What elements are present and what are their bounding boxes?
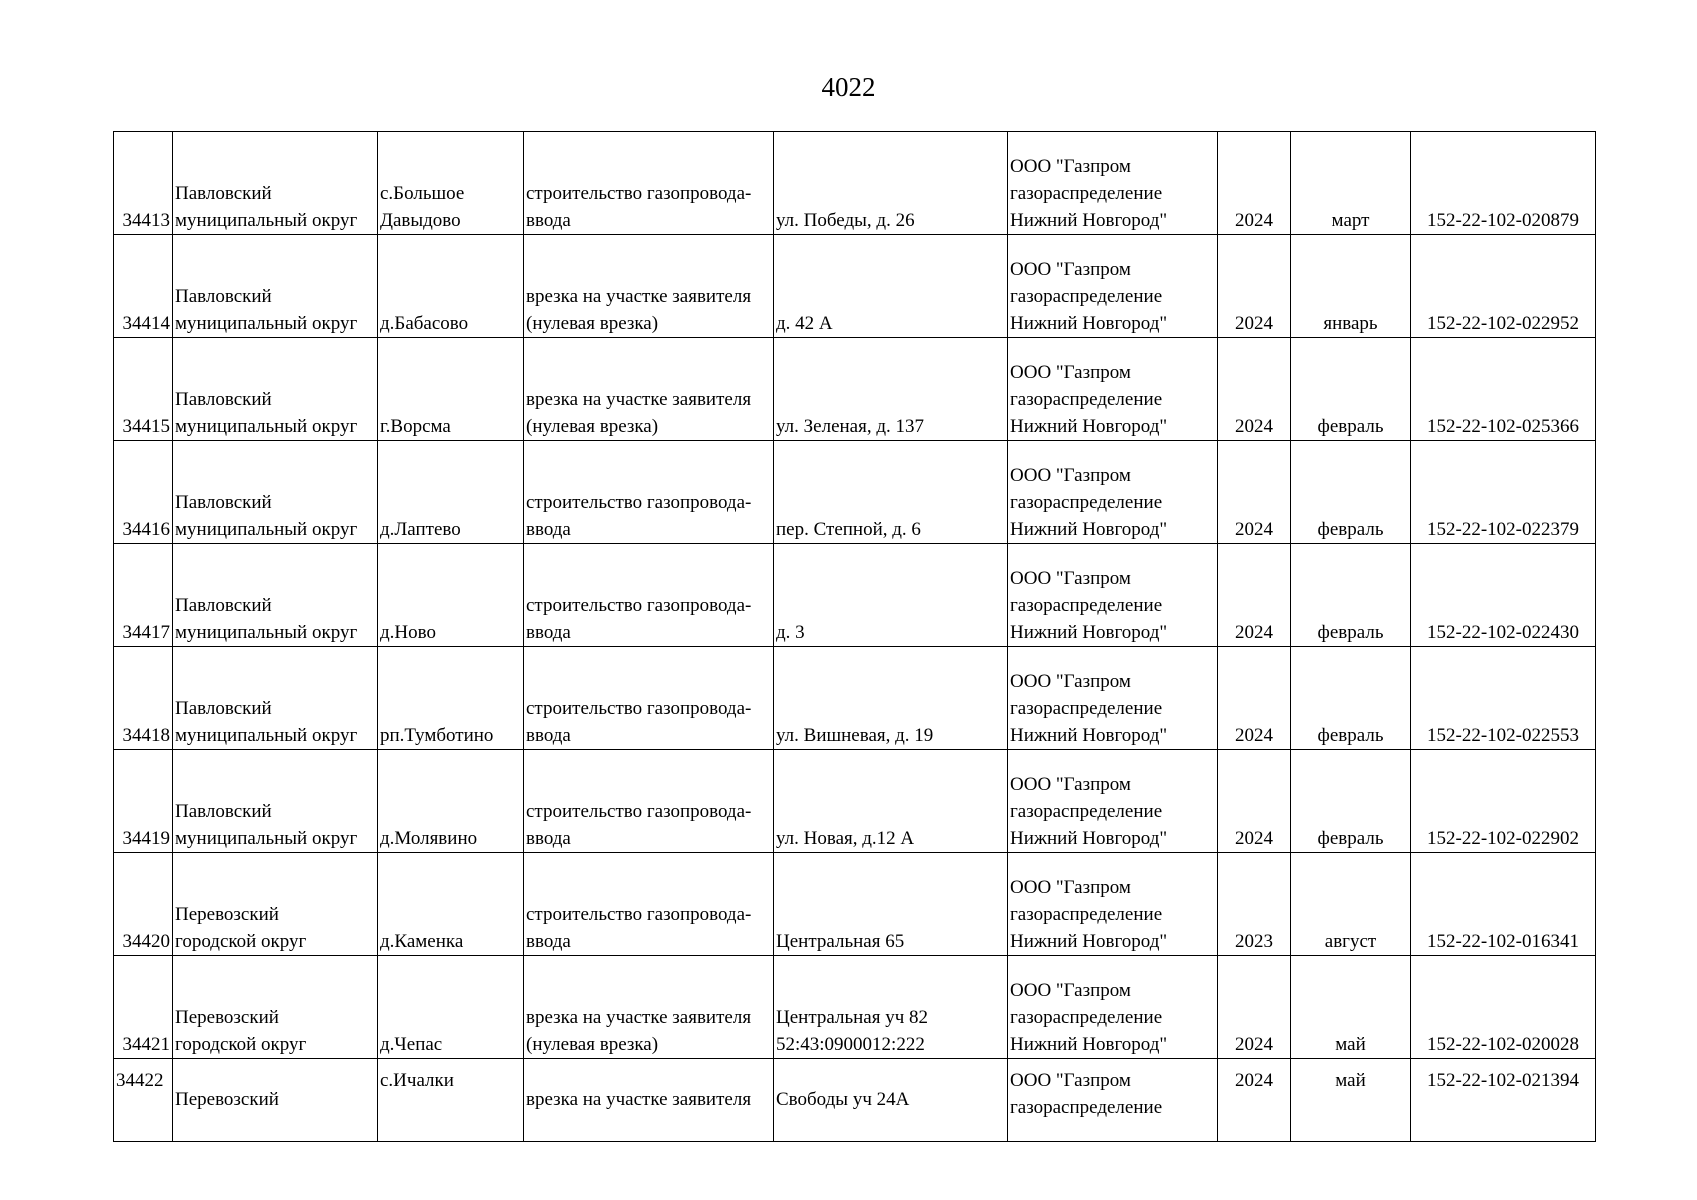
work-type-line: строительство газопровода- <box>526 904 752 925</box>
locality-line: д.Чепас <box>380 1034 443 1055</box>
work-type-line: ввода <box>526 622 571 643</box>
organization-line: ООО "Газпром <box>1010 259 1131 280</box>
work-type-line: ввода <box>526 828 571 849</box>
work-type-cell <box>524 235 774 338</box>
organization-cell <box>1008 647 1218 750</box>
work-type-line: (нулевая врезка) <box>526 416 659 437</box>
locality-line: рп.Тумботино <box>380 725 494 746</box>
organization-line: Нижний Новгород" <box>1010 519 1168 540</box>
work-type-cell <box>524 338 774 441</box>
address-line: д. 3 <box>776 622 805 643</box>
organization-cell <box>1008 235 1218 338</box>
table-row <box>114 956 1596 1059</box>
row-number-cell: 34422 <box>114 1059 173 1142</box>
work-type-line: строительство газопровода- <box>526 183 752 204</box>
address-cell <box>774 338 1008 441</box>
organization-cell <box>1008 853 1218 956</box>
year-cell: 2024 <box>1218 1059 1291 1142</box>
locality-cell <box>378 853 524 956</box>
district-cell <box>173 132 378 235</box>
locality-line: д.Бабасово <box>380 313 469 334</box>
year-cell: 2024 <box>1218 956 1291 1059</box>
locality-cell <box>378 956 524 1059</box>
organization-line: ООО "Газпром <box>1010 465 1131 486</box>
table-row <box>114 235 1596 338</box>
table-row <box>114 132 1596 235</box>
month-cell: май <box>1291 956 1411 1059</box>
district-cell <box>173 235 378 338</box>
work-type-cell <box>524 956 774 1059</box>
district-line: Павловский <box>175 492 272 513</box>
organization-line: Нижний Новгород" <box>1010 416 1168 437</box>
organization-line: газораспределение <box>1010 183 1163 204</box>
work-type-cell <box>524 132 774 235</box>
district-cell <box>173 853 378 956</box>
year-cell: 2024 <box>1218 750 1291 853</box>
organization-cell <box>1008 750 1218 853</box>
organization-line: газораспределение <box>1010 389 1163 410</box>
application-code-cell: 152-22-102-022553 <box>1411 647 1596 750</box>
locality-line: с.Ичалки <box>380 1070 454 1091</box>
address-cell <box>774 544 1008 647</box>
district-line: городской округ <box>175 931 307 952</box>
work-type-line: ввода <box>526 725 571 746</box>
table-row <box>114 544 1596 647</box>
locality-line: д.Ново <box>380 622 436 643</box>
row-number-cell: 34418 <box>114 647 173 750</box>
address-line: ул. Новая, д.12 А <box>776 828 915 849</box>
district-line: муниципальный округ <box>175 725 358 746</box>
district-cell <box>173 956 378 1059</box>
locality-cell <box>378 338 524 441</box>
locality-cell <box>378 235 524 338</box>
work-type-line: ввода <box>526 519 571 540</box>
work-type-line: врезка на участке заявителя <box>526 1089 752 1110</box>
address-line: ул. Вишневая, д. 19 <box>776 725 934 746</box>
district-line: Павловский <box>175 801 272 822</box>
work-type-cell <box>524 544 774 647</box>
row-number-cell: 34416 <box>114 441 173 544</box>
organization-cell <box>1008 1059 1218 1142</box>
work-type-line: (нулевая врезка) <box>526 313 659 334</box>
district-cell <box>173 544 378 647</box>
district-cell <box>173 647 378 750</box>
table-row <box>114 750 1596 853</box>
row-number-cell: 34417 <box>114 544 173 647</box>
year-cell: 2023 <box>1218 853 1291 956</box>
locality-line: г.Ворсма <box>380 416 451 437</box>
work-type-line: ввода <box>526 931 571 952</box>
locality-cell <box>378 647 524 750</box>
organization-line: газораспределение <box>1010 801 1163 822</box>
table-row <box>114 853 1596 956</box>
organization-line: ООО "Газпром <box>1010 1070 1131 1091</box>
row-number-cell: 34413 <box>114 132 173 235</box>
organization-line: газораспределение <box>1010 698 1163 719</box>
work-type-cell <box>524 750 774 853</box>
work-type-cell <box>524 441 774 544</box>
address-cell <box>774 235 1008 338</box>
registry-table <box>113 131 1596 1142</box>
table-row <box>114 338 1596 441</box>
organization-line: газораспределение <box>1010 492 1163 513</box>
organization-line: ООО "Газпром <box>1010 156 1131 177</box>
organization-line: газораспределение <box>1010 1097 1163 1118</box>
district-cell <box>173 1059 378 1142</box>
work-type-line: строительство газопровода- <box>526 801 752 822</box>
month-cell: март <box>1291 132 1411 235</box>
address-cell <box>774 750 1008 853</box>
table-row <box>114 647 1596 750</box>
work-type-line: врезка на участке заявителя <box>526 286 752 307</box>
district-line: Павловский <box>175 286 272 307</box>
table-row <box>114 441 1596 544</box>
row-number-cell: 34415 <box>114 338 173 441</box>
district-cell <box>173 441 378 544</box>
organization-line: ООО "Газпром <box>1010 362 1131 383</box>
address-cell <box>774 956 1008 1059</box>
work-type-line: (нулевая врезка) <box>526 1034 659 1055</box>
organization-line: газораспределение <box>1010 1007 1163 1028</box>
application-code-cell: 152-22-102-021394 <box>1411 1059 1596 1142</box>
month-cell: февраль <box>1291 750 1411 853</box>
address-line: 52:43:0900012:222 <box>776 1034 925 1055</box>
application-code-cell: 152-22-102-022902 <box>1411 750 1596 853</box>
work-type-cell <box>524 853 774 956</box>
locality-line: д.Молявино <box>380 828 478 849</box>
locality-line: д.Каменка <box>380 931 464 952</box>
organization-line: Нижний Новгород" <box>1010 931 1168 952</box>
organization-line: Нижний Новгород" <box>1010 210 1168 231</box>
locality-line: Давыдово <box>380 210 461 231</box>
row-number-cell: 34419 <box>114 750 173 853</box>
application-code-cell: 152-22-102-025366 <box>1411 338 1596 441</box>
address-cell <box>774 853 1008 956</box>
application-code-cell: 152-22-102-020879 <box>1411 132 1596 235</box>
organization-cell <box>1008 544 1218 647</box>
month-cell: январь <box>1291 235 1411 338</box>
work-type-line: строительство газопровода- <box>526 492 752 513</box>
organization-line: ООО "Газпром <box>1010 568 1131 589</box>
district-line: Перевозский <box>175 1089 279 1110</box>
organization-line: Нижний Новгород" <box>1010 725 1168 746</box>
address-line: Центральная 65 <box>776 931 905 952</box>
month-cell: август <box>1291 853 1411 956</box>
month-cell: февраль <box>1291 647 1411 750</box>
address-line: д. 42 А <box>776 313 833 334</box>
district-line: городской округ <box>175 1034 307 1055</box>
address-cell <box>774 132 1008 235</box>
work-type-line: врезка на участке заявителя <box>526 389 752 410</box>
work-type-cell <box>524 647 774 750</box>
work-type-line: врезка на участке заявителя <box>526 1007 752 1028</box>
year-cell: 2024 <box>1218 132 1291 235</box>
work-type-line: строительство газопровода- <box>526 595 752 616</box>
locality-line: с.Большое <box>380 183 465 204</box>
organization-line: газораспределение <box>1010 595 1163 616</box>
organization-line: Нижний Новгород" <box>1010 1034 1168 1055</box>
district-line: Перевозский <box>175 904 279 925</box>
year-cell: 2024 <box>1218 647 1291 750</box>
row-number-cell: 34420 <box>114 853 173 956</box>
work-type-cell <box>524 1059 774 1142</box>
district-line: муниципальный округ <box>175 210 358 231</box>
district-cell <box>173 338 378 441</box>
address-cell <box>774 1059 1008 1142</box>
address-line: Свободы уч 24А <box>776 1089 910 1110</box>
district-line: муниципальный округ <box>175 416 358 437</box>
year-cell: 2024 <box>1218 441 1291 544</box>
address-cell <box>774 647 1008 750</box>
organization-cell <box>1008 338 1218 441</box>
address-line: ул. Зеленая, д. 137 <box>776 416 925 437</box>
district-line: муниципальный округ <box>175 828 358 849</box>
application-code-cell: 152-22-102-020028 <box>1411 956 1596 1059</box>
organization-line: ООО "Газпром <box>1010 774 1131 795</box>
year-cell: 2024 <box>1218 338 1291 441</box>
table-row <box>114 1059 1596 1142</box>
locality-cell <box>378 1059 524 1142</box>
locality-cell <box>378 132 524 235</box>
year-cell: 2024 <box>1218 235 1291 338</box>
work-type-line: строительство газопровода- <box>526 698 752 719</box>
district-cell <box>173 750 378 853</box>
month-cell: май <box>1291 1059 1411 1142</box>
organization-line: Нижний Новгород" <box>1010 828 1168 849</box>
locality-cell <box>378 750 524 853</box>
address-line: ул. Победы, д. 26 <box>776 210 915 231</box>
month-cell: февраль <box>1291 544 1411 647</box>
organization-cell <box>1008 956 1218 1059</box>
organization-line: газораспределение <box>1010 904 1163 925</box>
district-line: Павловский <box>175 389 272 410</box>
district-line: Павловский <box>175 698 272 719</box>
application-code-cell: 152-22-102-022430 <box>1411 544 1596 647</box>
district-line: Перевозский <box>175 1007 279 1028</box>
address-line: пер. Степной, д. 6 <box>776 519 921 540</box>
organization-line: ООО "Газпром <box>1010 980 1131 1001</box>
district-line: муниципальный округ <box>175 313 358 334</box>
organization-cell <box>1008 132 1218 235</box>
organization-line: ООО "Газпром <box>1010 877 1131 898</box>
organization-cell <box>1008 441 1218 544</box>
application-code-cell: 152-22-102-022952 <box>1411 235 1596 338</box>
address-line: Центральная уч 82 <box>776 1007 928 1028</box>
application-code-cell: 152-22-102-016341 <box>1411 853 1596 956</box>
year-cell: 2024 <box>1218 544 1291 647</box>
organization-line: ООО "Газпром <box>1010 671 1131 692</box>
month-cell: февраль <box>1291 441 1411 544</box>
district-line: муниципальный округ <box>175 519 358 540</box>
organization-line: Нижний Новгород" <box>1010 622 1168 643</box>
locality-line: д.Лаптево <box>380 519 461 540</box>
application-code-cell: 152-22-102-022379 <box>1411 441 1596 544</box>
page-number: 4022 <box>821 72 876 102</box>
row-number-cell: 34421 <box>114 956 173 1059</box>
district-line: муниципальный округ <box>175 622 358 643</box>
organization-line: Нижний Новгород" <box>1010 313 1168 334</box>
district-line: Павловский <box>175 183 272 204</box>
row-number-cell: 34414 <box>114 235 173 338</box>
month-cell: февраль <box>1291 338 1411 441</box>
organization-line: газораспределение <box>1010 286 1163 307</box>
address-cell <box>774 441 1008 544</box>
district-line: Павловский <box>175 595 272 616</box>
work-type-line: ввода <box>526 210 571 231</box>
locality-cell <box>378 441 524 544</box>
locality-cell <box>378 544 524 647</box>
